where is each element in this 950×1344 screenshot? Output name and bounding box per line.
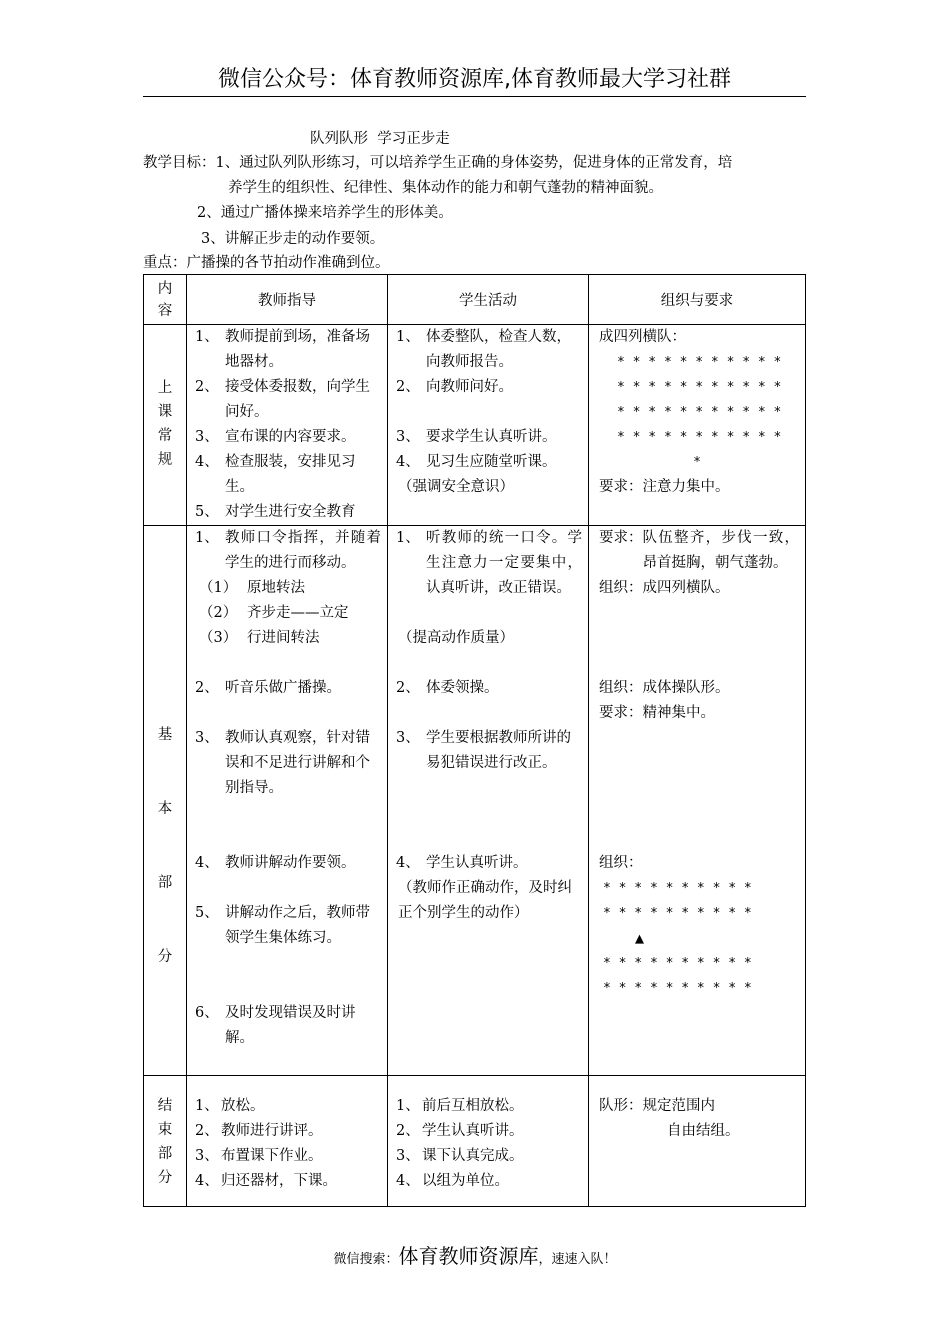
lesson-title: 队列队形 学习正步走 [310, 131, 450, 147]
student-formation-row: * * * * * * * * * * [603, 956, 752, 971]
sub-item-text: 行进间转法 [247, 630, 320, 646]
item-text: 讲解动作之后，教师带领学生集体练习。 [225, 905, 370, 946]
item-number: 1、 [195, 1098, 219, 1114]
list-item [388, 325, 588, 375]
section-name-char: 分 [157, 949, 173, 965]
item-text: 教师讲解动作要领。 [225, 855, 356, 871]
spacer [388, 601, 588, 626]
student-formation-row: * * * * * * * * * * [603, 906, 752, 921]
list-item [388, 1169, 588, 1194]
org-requirement [589, 526, 805, 576]
item-number: 2、 [396, 680, 420, 696]
focus-point: 重点：广播操的各节拍动作准确到位。 [143, 255, 390, 271]
list-item [187, 1119, 387, 1144]
list-item [187, 676, 387, 701]
item-text: 听音乐做广播操。 [225, 680, 341, 696]
spacer [589, 751, 805, 776]
item-number: 2、 [396, 379, 420, 395]
item-text: 宣布课的内容要求。 [225, 429, 356, 445]
item-text: 教师口令指挥，并随着学生的进行而移动。 [225, 530, 381, 571]
student-note: （强调安全意识） [398, 479, 514, 495]
list-item [388, 375, 588, 400]
list-item [187, 851, 387, 876]
item-text: 教师认真观察，针对错误和不足进行讲解和个别指导。 [225, 730, 370, 796]
item-number: 1、 [195, 329, 219, 345]
item-number: 3、 [396, 429, 420, 445]
item-text: 学生认真听讲。 [422, 1123, 524, 1139]
spacer [187, 651, 387, 676]
list-item [388, 425, 588, 450]
list-item [187, 425, 387, 450]
spacer [589, 726, 805, 751]
item-number: 1、 [195, 530, 219, 546]
item-number: 2、 [195, 680, 219, 696]
item-number: 2、 [195, 1123, 219, 1139]
list-item [388, 676, 588, 701]
footer-suffix: ，速速入队！ [538, 1252, 617, 1267]
org-cell [589, 325, 806, 526]
teacher-cell [187, 526, 388, 1076]
list-item [187, 901, 387, 951]
item-number: 4、 [195, 1173, 219, 1189]
student-formation-row: * * * * * * * * * * [603, 981, 752, 996]
item-text: 向教师问好。 [426, 379, 513, 395]
item-text: 前后互相放松。 [422, 1098, 524, 1114]
spacer [187, 976, 387, 1001]
item-text: 体委整队，检查人数，向教师报告。 [426, 329, 571, 370]
item-number: 3、 [396, 730, 420, 746]
section-name-char: 基 [157, 727, 173, 743]
student-formation-row: * * * * * * * * * * * [617, 355, 782, 370]
item-text: 布置课下作业。 [221, 1148, 323, 1164]
teacher-cell [187, 1076, 388, 1207]
item-number: 5、 [195, 905, 219, 921]
objective-1-part-1: 1、通过队列队形练习，可以培养学生正确的身体姿势，促进身体的正常发育，培 [215, 155, 733, 171]
spacer [187, 701, 387, 726]
item-text: 接受体委报数，向学生问好。 [225, 379, 370, 420]
table-row [144, 1076, 806, 1207]
item-text: 以组为单位。 [422, 1173, 509, 1189]
objective-1-part-2: 养学生的组织性、纪律性、集体动作的能力和朝气蓬勃的精神面貌。 [228, 180, 663, 196]
org-line: 组织：成四列横队。 [599, 580, 730, 596]
item-text: 要求学生认真听讲。 [426, 429, 557, 445]
section-name-char: 束 [157, 1122, 173, 1138]
student-formation-row: * * * * * * * * * * * [617, 405, 782, 420]
item-text: 学生认真听讲。 [426, 855, 528, 871]
org-line [589, 1094, 805, 1119]
student-note: （提高动作质量） [398, 630, 514, 646]
org-text-line-2: 自由结组。 [667, 1123, 740, 1139]
org-line: 组织： [599, 855, 643, 871]
teacher-cell [187, 325, 388, 526]
item-number: 2、 [195, 379, 219, 395]
item-text: 归还器材，下课。 [221, 1173, 337, 1189]
org-text: 规定范围内 [642, 1098, 715, 1114]
list-item [388, 1094, 588, 1119]
item-number: 5、 [195, 504, 219, 520]
table-row [144, 325, 806, 526]
list-item [187, 1094, 387, 1119]
item-number: 4、 [396, 1173, 420, 1189]
item-text: 见习生应随堂听课。 [426, 454, 557, 470]
org-cell [589, 1076, 806, 1207]
section-name-cell [144, 1076, 187, 1207]
item-text: 体委领操。 [426, 680, 499, 696]
header-content-char-1: 内 [157, 280, 173, 297]
student-cell [388, 325, 589, 526]
sub-item-number: （3） [199, 630, 238, 646]
sub-item-text: 原地转法 [247, 580, 305, 596]
header-org: 组织与要求 [589, 275, 806, 325]
student-cell [388, 1076, 589, 1207]
item-number: 4、 [396, 855, 420, 871]
objective-line-1 [143, 151, 732, 172]
spacer [388, 801, 588, 826]
spacer [388, 826, 588, 851]
list-item [187, 375, 387, 425]
header-student: 学生活动 [388, 275, 589, 325]
sub-item-number: （2） [199, 605, 238, 621]
list-item [187, 500, 387, 525]
header-teacher: 教师指导 [187, 275, 388, 325]
section-name-char: 本 [157, 801, 173, 817]
spacer [388, 651, 588, 676]
item-number: 3、 [396, 1148, 420, 1164]
item-number: 1、 [396, 1098, 420, 1114]
spacer [589, 801, 805, 826]
spacer [187, 826, 387, 851]
list-item [187, 1144, 387, 1169]
item-number: 4、 [195, 855, 219, 871]
item-text: 学生要根据教师所讲的易犯错误进行改正。 [426, 730, 571, 771]
list-item [187, 450, 387, 500]
lesson-plan-table [143, 274, 806, 1207]
org-requirement: 要求：注意力集中。 [599, 479, 730, 495]
list-item [187, 726, 387, 801]
student-formation-row: * * * * * * * * * * * [617, 380, 782, 395]
spacer [589, 601, 805, 626]
student-formation-row: * * * * * * * * * * * [617, 430, 782, 445]
list-item [388, 851, 588, 876]
list-item [388, 1119, 588, 1144]
teacher-triangle-icon: ▲ [635, 929, 645, 947]
section-name-char: 结 [157, 1098, 173, 1114]
section-name-char: 部 [157, 875, 173, 891]
item-text: 及时发现错误及时讲解。 [225, 1005, 356, 1046]
objective-2: 2、通过广播体操来培养学生的形体美。 [197, 205, 453, 221]
item-number: 3、 [195, 1148, 219, 1164]
org-req-text: 队伍整齐，步伐一致，昂首挺胸，朝气蓬勃。 [642, 530, 799, 571]
section-name-char: 课 [157, 404, 173, 420]
spacer [187, 876, 387, 901]
spacer [589, 776, 805, 801]
sub-item [187, 576, 387, 601]
item-text: 教师提前到场，准备场地器材。 [225, 329, 370, 370]
org-label: 队形： [599, 1098, 643, 1114]
section-name-char: 上 [157, 380, 173, 396]
spacer [388, 400, 588, 425]
student-formation-row: * * * * * * * * * * [603, 881, 752, 896]
spacer [589, 826, 805, 851]
objectives-label: 教学目标： [143, 155, 216, 171]
list-item [187, 325, 387, 375]
teacher-position-mark: * [693, 455, 701, 470]
list-item [388, 526, 588, 601]
list-item [388, 450, 588, 475]
header-divider [143, 96, 806, 97]
list-item [388, 726, 588, 776]
item-text: 对学生进行安全教育 [225, 504, 356, 520]
item-number: 1、 [396, 530, 420, 546]
section-name-cell [144, 325, 187, 526]
org-title: 成四列横队： [599, 329, 686, 345]
item-text: 教师进行讲评。 [221, 1123, 323, 1139]
spacer [589, 626, 805, 651]
org-line: 组织：成体操队形。 [599, 680, 730, 696]
objective-3: 3、讲解正步走的动作要领。 [201, 231, 385, 247]
item-number: 4、 [195, 454, 219, 470]
spacer [388, 701, 588, 726]
sub-item [187, 626, 387, 651]
section-name-char: 规 [157, 452, 173, 468]
item-text: 听教师的统一口令。学生注意力一定要集中，认真听讲，改正错误。 [426, 530, 582, 596]
page-header: 微信公众号：体育教师资源库,体育教师最大学习社群 [218, 67, 731, 92]
item-number: 1、 [396, 329, 420, 345]
table-row [144, 526, 806, 1076]
footer-prefix: 微信搜索： [333, 1252, 399, 1267]
org-req-label: 要求： [599, 530, 643, 546]
list-item [187, 1169, 387, 1194]
item-number: 2、 [396, 1123, 420, 1139]
student-cell [388, 526, 589, 1076]
section-name-char: 常 [157, 428, 173, 444]
item-number: 3、 [195, 429, 219, 445]
spacer [388, 776, 588, 801]
spacer [187, 801, 387, 826]
item-number: 3、 [195, 730, 219, 746]
org-line: 要求：精神集中。 [599, 705, 715, 721]
list-item [388, 1144, 588, 1169]
item-number: 4、 [396, 454, 420, 470]
section-name-char: 分 [157, 1170, 173, 1186]
footer-brand: 体育教师资源库 [398, 1244, 539, 1268]
page-footer [0, 1240, 950, 1269]
section-name-cell [144, 526, 187, 1076]
table-header-row [144, 275, 806, 325]
section-name-char: 部 [157, 1146, 173, 1162]
spacer [589, 651, 805, 676]
header-content [144, 275, 187, 325]
list-item [187, 526, 387, 576]
item-text: 课下认真完成。 [422, 1148, 524, 1164]
spacer [187, 951, 387, 976]
sub-item-text: 齐步走——立定 [247, 605, 349, 621]
sub-item [187, 601, 387, 626]
sub-item-number: （1） [199, 580, 238, 596]
item-text: 检查服装，安排见习生。 [225, 454, 356, 495]
item-text: 放松。 [221, 1098, 265, 1114]
org-cell [589, 526, 806, 1076]
list-item [187, 1001, 387, 1051]
header-content-char-2: 容 [157, 302, 173, 319]
student-note: （教师作正确动作，及时纠正个别学生的动作） [398, 880, 572, 921]
item-number: 6、 [195, 1005, 219, 1021]
